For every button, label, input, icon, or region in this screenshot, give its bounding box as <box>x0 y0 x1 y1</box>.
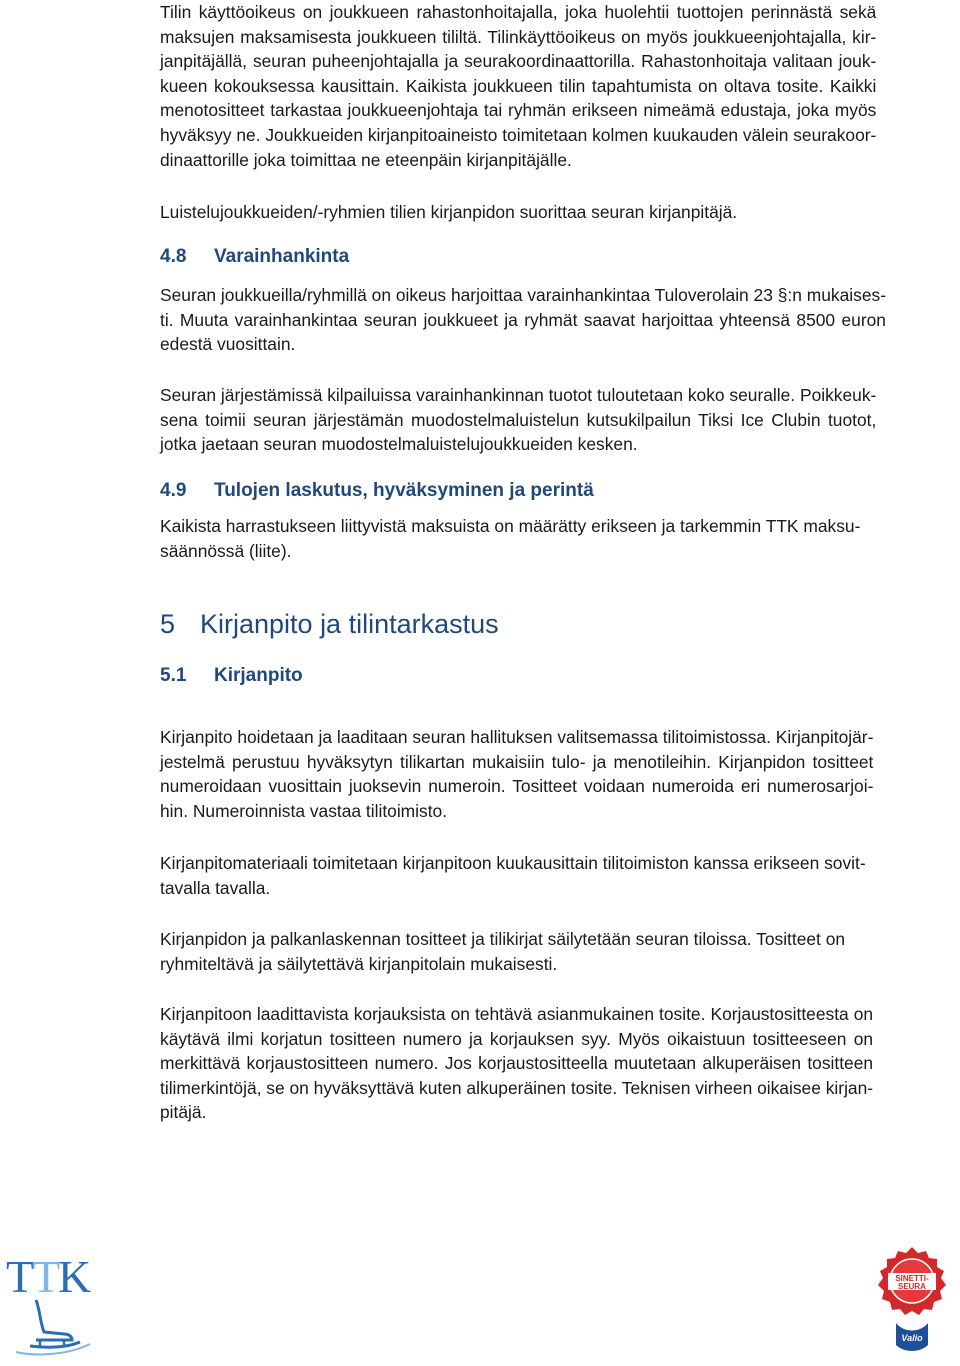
text-line: käytävä ilmi korjatun tositteen numero ja korjauksen syy. Myös oikaistuun tositteeseen on <box>160 1028 874 1049</box>
heading-title: Kirjanpito <box>214 665 303 686</box>
paragraph-document-storage <box>160 927 845 976</box>
text-line: hyväksyy ne. Joukkueiden kirjanpitoaineisto toimitetaan kolmen kuukauden välein seurakoor- <box>160 124 877 145</box>
heading-5-1 <box>160 665 303 687</box>
paragraph-material-delivery <box>160 851 866 900</box>
text-line: merkittävä korjaustositteen numero. Jos korjaustositteella muutetaan alkuperäisen tositteen <box>160 1053 874 1074</box>
heading-title: Varainhankinta <box>214 246 350 267</box>
text-line: Kirjanpito hoidetaan ja laaditaan seuran hallituksen valitsemassa tilitoimistossa. Kirjanpitojär- <box>160 727 874 747</box>
text-line: dinaattorille joka toimittaa ne eteenpäin kirjanpitäjälle. <box>160 149 572 170</box>
svg-text:T: T <box>6 1251 35 1302</box>
text-line: pitäjä. <box>160 1102 207 1123</box>
text-line: ryhmiteltävä ja säilytettävä kirjanpitolain mukaisesti. <box>160 953 558 974</box>
text-line: tilimerkintöjä, se on hyväksyttävä kuten alkuperäinen tosite. Teknisen virheen oikaisee kirjan- <box>160 1077 874 1098</box>
svg-text:SEURA: SEURA <box>897 1282 927 1291</box>
heading-title: Tulojen laskutus, hyväksyminen ja perintä <box>214 480 594 501</box>
text-line: jotka jaetaan seuran muodostelmaluistelujoukkueiden kesken. <box>160 434 638 455</box>
sinetti-seura-seal-icon <box>876 1245 948 1361</box>
text-line: edestä vuosittain. <box>160 334 296 355</box>
text-line: Kirjanpitomateriaali toimitetaan kirjanpitoon kuukausittain tilitoimiston kanssa erikseen sovit- <box>160 853 866 873</box>
paragraph-account-rights <box>160 0 876 172</box>
text-line: numeroidaan vuosittain juoksevin numeroin. Tositteet voidaan numeroida eri numerosarjoi- <box>160 776 874 797</box>
heading-number: 5 <box>160 609 176 639</box>
text-line: Kirjanpitoon laadittavista korjauksista on tehtävä asianmukainen tosite. Korjaustositteesta on <box>160 1004 874 1024</box>
text-line: Kirjanpidon ja palkanlaskennan tositteet ja tilikirjat säilytetään seuran tiloissa. Tositteet on <box>160 929 846 949</box>
text-line: Seuran järjestämissä kilpailuissa varainhankinnan tuotot tuloutetaan koko seuralle. Poikkeuk- <box>160 385 877 405</box>
heading-number: 4.9 <box>160 480 187 501</box>
text-line: sena toimii seuran järjestämän muodostelmaluistelun kutsukilpailun Tiksi Ice Clubin tuotot, <box>160 409 877 430</box>
text-line: säännössä (liite). <box>160 540 292 561</box>
paragraph-bookkeeping-office <box>160 725 873 823</box>
heading-4-9 <box>160 480 594 502</box>
text-line: menotositteet tarkastaa joukkueenjohtaja tai ryhmän erikseen nimeämä edustaja, joka myös <box>160 100 877 121</box>
ttk-skate-logo-icon <box>6 1248 98 1360</box>
paragraph-team-bookkeeping <box>160 200 737 225</box>
heading-5 <box>160 609 499 640</box>
heading-number: 5.1 <box>160 665 187 686</box>
heading-number: 4.8 <box>160 246 187 267</box>
svg-text:SINETTI-: SINETTI- <box>895 1274 929 1283</box>
paragraph-fees <box>160 514 860 563</box>
text-line: Tilin käyttöoikeus on joukkueen rahastonhoitajalla, joka huolehtii tuottojen perinnästä sekä <box>160 2 877 22</box>
text-line: janpitäjällä, seuran puheenjohtajalla ja seurakoordinaattorilla. Rahastonhoitaja valitaan jouk- <box>160 51 877 72</box>
text-line: kueen kokouksessa kausittain. Kaikista joukkueen tilin tapahtumista on oltava tosite. Kaikki <box>160 75 877 96</box>
paragraph-competition-revenue <box>160 383 876 457</box>
paragraph-fundraising-rights <box>160 283 886 357</box>
text-line: jestelmä perustuu hyväksytyn tilikartan mukaisiin tulo- ja menotileihin. Kirjanpidon tositteet <box>160 751 874 772</box>
svg-text:Valio: Valio <box>901 1333 923 1343</box>
text-line: Kaikista harrastukseen liittyvistä maksuista on määrätty erikseen ja tarkemmin TTK maksu- <box>160 516 861 536</box>
text-line: hin. Numeroinnista vastaa tilitoimisto. <box>160 800 448 821</box>
text-line: ti. Muuta varainhankintaa seuran joukkueet ja ryhmät saavat harjoittaa yhteensä 8500 euron <box>160 309 886 330</box>
text-line: Seuran joukkueilla/ryhmillä on oikeus harjoittaa varainhankintaa Tuloverolain 23 §:n mukaises- <box>160 285 886 305</box>
text-line: maksujen maksamisesta joukkueen tililtä. Tilinkäyttöoikeus on myös joukkueenjohtajalla, kir- <box>160 26 877 47</box>
text-line: Luistelujoukkueiden/-ryhmien tilien kirjanpidon suorittaa seuran kirjanpitäjä. <box>160 202 738 222</box>
heading-4-8 <box>160 246 349 268</box>
paragraph-corrections <box>160 1002 873 1125</box>
svg-text:T: T <box>32 1251 61 1302</box>
svg-text:K: K <box>58 1251 92 1302</box>
heading-title: Kirjanpito ja tilintarkastus <box>200 609 499 639</box>
text-line: tavalla tavalla. <box>160 877 271 898</box>
